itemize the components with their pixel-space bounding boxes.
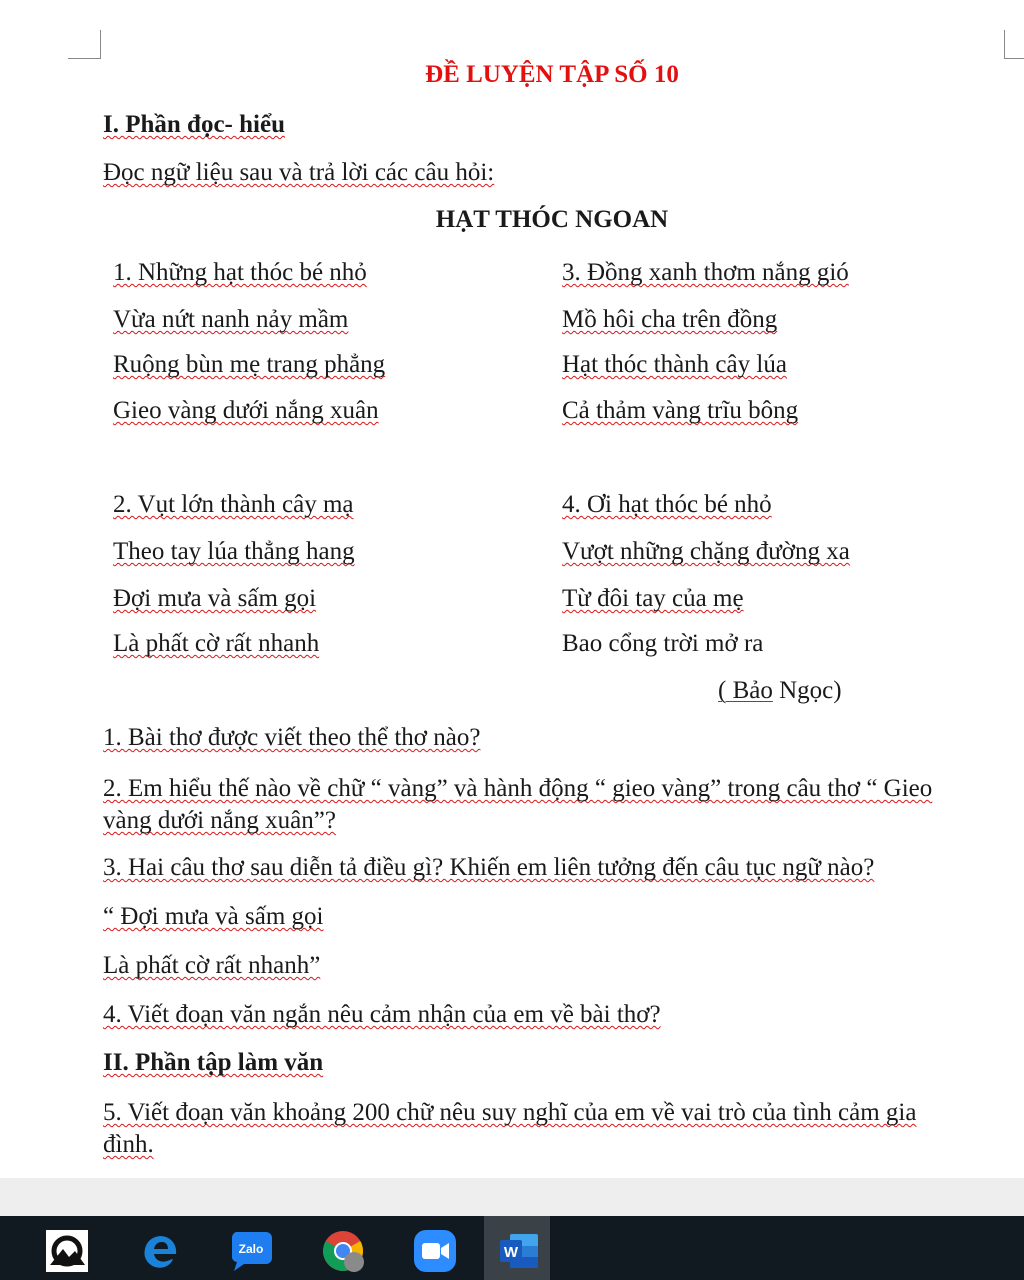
zalo-label: Zalo <box>238 1242 264 1256</box>
question-2-line1: 2. Em hiểu thế nào về chữ “ vàng” và hành động “ gieo vàng” trong câu thơ “ Gieo <box>103 775 933 802</box>
question-3: 3. Hai câu thơ sau diễn tả điều gì? Khiến em liên tưởng đến câu tục ngữ nào? <box>103 854 875 881</box>
chrome-icon[interactable] <box>320 1228 366 1274</box>
author-name: Bảo <box>732 677 773 704</box>
author-open: ( <box>718 677 733 704</box>
stanza4-line1: 4. Ơi hạt thóc bé nhỏ <box>562 491 772 518</box>
page-gap <box>0 1178 1024 1216</box>
instruction-text: Đọc ngữ liệu sau và trả lời các câu hỏi: <box>103 159 495 186</box>
page-margin-corner-right <box>1004 30 1024 59</box>
question-1: 1. Bài thơ được viết theo thể thơ nào? <box>103 724 481 751</box>
question-3-quote-line2: Là phất cờ rất nhanh” <box>103 952 321 979</box>
stanza2-line2: Theo tay lúa thẳng hang <box>113 538 355 565</box>
stanza4-line3: Từ đôi tay của mẹ <box>562 585 744 612</box>
stanza1-line4: Gieo vàng dưới nắng xuân <box>113 397 379 424</box>
question-5-line1: 5. Viết đoạn văn khoảng 200 chữ nêu suy nghĩ của em về vai trò của tình cảm gia <box>103 1099 917 1126</box>
section1-heading: I. Phần đọc- hiểu <box>103 111 285 138</box>
stanza4-line4: Bao cổng trời mở ra <box>562 630 764 657</box>
edge-icon[interactable] <box>136 1228 182 1274</box>
stanza2-line3: Đợi mưa và sấm gọi <box>113 585 317 612</box>
stanza3-line2: Mồ hôi cha trên đồng <box>562 306 778 333</box>
poem-author <box>718 676 842 706</box>
question-5-line2: đình. <box>103 1131 154 1158</box>
stanza3-line3: Hạt thóc thành cây lúa <box>562 351 787 378</box>
word-label: W <box>503 1244 519 1261</box>
question-2-line2: vàng dưới nắng xuân”? <box>103 807 336 834</box>
zalo-icon[interactable] <box>228 1228 274 1274</box>
stanza3-line1: 3. Đồng xanh thơm nắng gió <box>562 259 849 286</box>
stanza1-line1: 1. Những hạt thóc bé nhỏ <box>113 259 367 286</box>
document-title: ĐỀ LUYỆN TẬP SỐ 10 <box>425 61 679 88</box>
section2-heading: II. Phần tập làm văn <box>103 1049 324 1076</box>
author-rest: Ngọc) <box>772 677 842 704</box>
stanza1-line3: Ruộng bùn mẹ trang phẳng <box>113 351 386 378</box>
stanza2-line4: Là phất cờ rất nhanh <box>113 630 320 657</box>
poem-title: HẠT THÓC NGOAN <box>435 206 669 233</box>
word-icon[interactable] <box>496 1228 542 1274</box>
stanza3-line4: Cả thảm vàng trĩu bông <box>562 397 799 424</box>
stanza4-line2: Vượt những chặng đường xa <box>562 538 850 565</box>
stanza2-line1: 2. Vụt lớn thành cây mạ <box>113 491 354 518</box>
page-margin-corner-left <box>68 30 101 59</box>
question-3-quote-line1: “ Đợi mưa và sấm gọi <box>103 903 324 930</box>
zoom-icon[interactable] <box>412 1228 458 1274</box>
question-4: 4. Viết đoạn văn ngắn nêu cảm nhận của em về bài thơ? <box>103 1001 661 1028</box>
app-icon[interactable] <box>44 1228 90 1274</box>
stanza1-line2: Vừa nứt nanh nảy mầm <box>113 306 349 333</box>
